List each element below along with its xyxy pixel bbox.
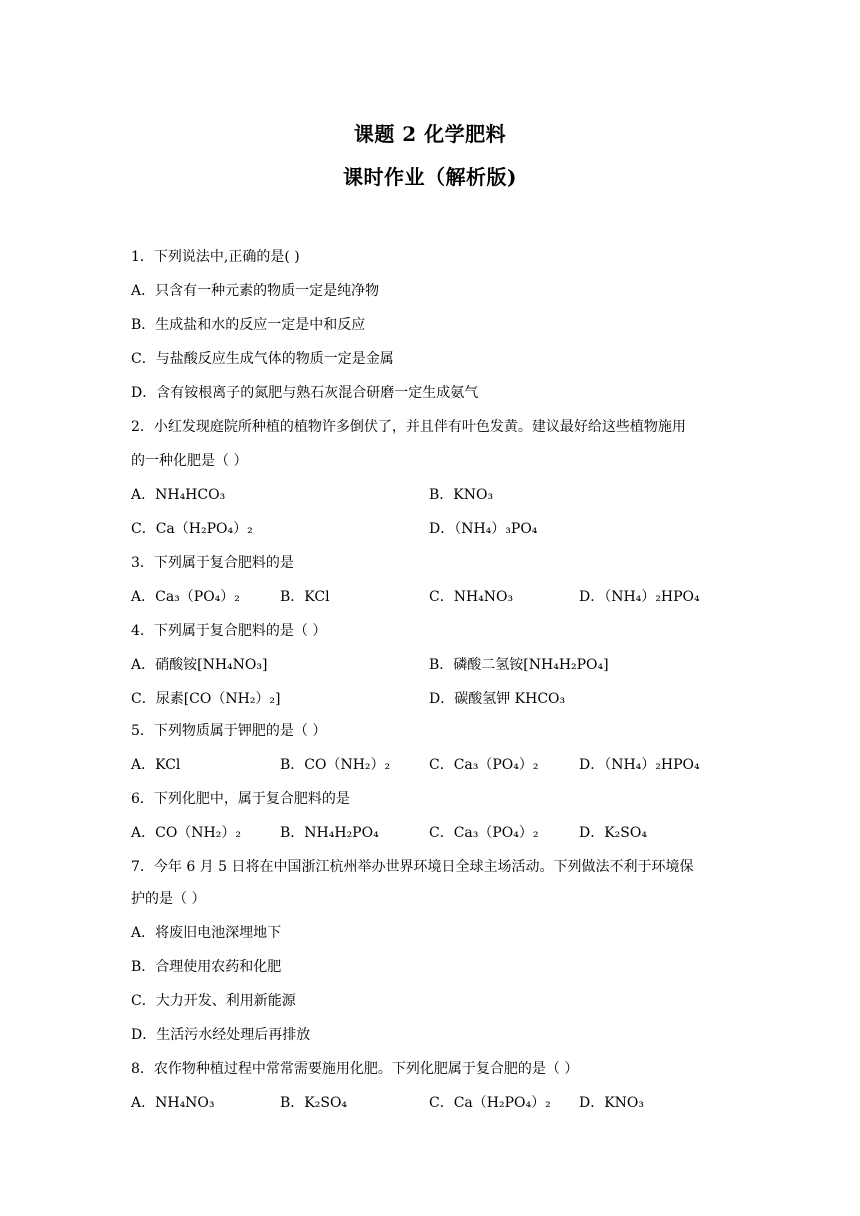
question-8-stem: 8．农作物种植过程中常常需要施用化肥。下列化肥属于复合肥的是（ ）	[131, 1061, 579, 1077]
question-5-option-c: C．Ca₃（PO₄）₂	[429, 757, 539, 773]
question-3-option-b: B．KCl	[280, 589, 330, 605]
question-2-stem-line-1: 2．小红发现庭院所种植的植物许多倒伏了，并且伴有叶色发黄。建议最好给这些植物施用	[131, 419, 686, 435]
question-5-stem: 5．下列物质属于钾肥的是（ ）	[131, 723, 327, 739]
question-7-option-c: C．大力开发、利用新能源	[131, 993, 296, 1009]
question-1-option-a: A．只含有一种元素的物质一定是纯净物	[131, 283, 380, 299]
question-8-option-c: C．Ca（H₂PO₄）₂	[429, 1095, 551, 1111]
question-8-option-d: D．KNO₃	[579, 1095, 645, 1111]
question-7-stem-line-1: 7．今年 6 月 5 日将在中国浙江杭州举办世界环境日全球主场活动。下列做法不利于环境保	[131, 859, 694, 875]
question-7-option-d: D．生活污水经处理后再排放	[131, 1027, 311, 1043]
question-3-option-c: C．NH₄NO₃	[429, 589, 514, 605]
question-8-option-b: B．K₂SO₄	[280, 1095, 348, 1111]
question-1-option-c: C．与盐酸反应生成气体的物质一定是金属	[131, 351, 394, 367]
question-4-option-d: D．碳酸氢钾 KHCO₃	[429, 691, 566, 707]
question-2-option-b: B．KNO₃	[429, 487, 494, 503]
question-4-option-a: A．硝酸铵[NH₄NO₃]	[131, 657, 268, 673]
question-4-option-c: C．尿素[CO（NH₂）₂]	[131, 691, 281, 707]
question-2-stem-line-2: 的一种化肥是（ ）	[131, 453, 248, 469]
question-8-option-a: A．NH₄NO₃	[131, 1095, 215, 1111]
question-6-option-d: D．K₂SO₄	[579, 825, 647, 841]
question-1-option-b: B．生成盐和水的反应一定是中和反应	[131, 317, 366, 333]
question-4-option-b: B．磷酸二氢铵[NH₄H₂PO₄]	[429, 657, 609, 673]
question-6-option-a: A．CO（NH₂）₂	[131, 825, 241, 841]
document-title: 课题 2 化学肥料	[353, 122, 507, 146]
document-subtitle: 课时作业（解析版)	[343, 165, 517, 189]
question-5-option-a: A．KCl	[131, 757, 181, 773]
question-2-option-a: A．NH₄HCO₃	[131, 487, 226, 503]
question-7-option-b: B．合理使用农药和化肥	[131, 959, 282, 975]
question-7-option-a: A．将废旧电池深埋地下	[131, 925, 282, 941]
question-6-option-c: C．Ca₃（PO₄）₂	[429, 825, 539, 841]
question-5-option-b: B．CO（NH₂）₂	[280, 757, 391, 773]
question-4-stem: 4．下列属于复合肥料的是（ ）	[131, 623, 327, 639]
question-3-option-a: A．Ca₃（PO₄）₂	[131, 589, 240, 605]
question-1-stem: 1．下列说法中,正确的是( )	[131, 249, 300, 265]
question-7-stem-line-2: 护的是（ ）	[131, 891, 206, 907]
question-5-option-d: D．（NH₄）₂HPO₄	[579, 757, 700, 773]
question-3-option-d: D．（NH₄）₂HPO₄	[579, 589, 700, 605]
question-6-option-b: B．NH₄H₂PO₄	[280, 825, 379, 841]
question-1-option-d: D．含有铵根离子的氮肥与熟石灰混合研磨一定生成氨气	[131, 385, 479, 401]
question-6-stem: 6．下列化肥中，属于复合肥料的是	[131, 791, 350, 807]
question-3-stem: 3．下列属于复合肥料的是	[131, 555, 294, 571]
question-2-option-c: C．Ca（H₂PO₄）₂	[131, 521, 253, 537]
question-2-option-d: D．（NH₄）₃PO₄	[429, 521, 538, 537]
